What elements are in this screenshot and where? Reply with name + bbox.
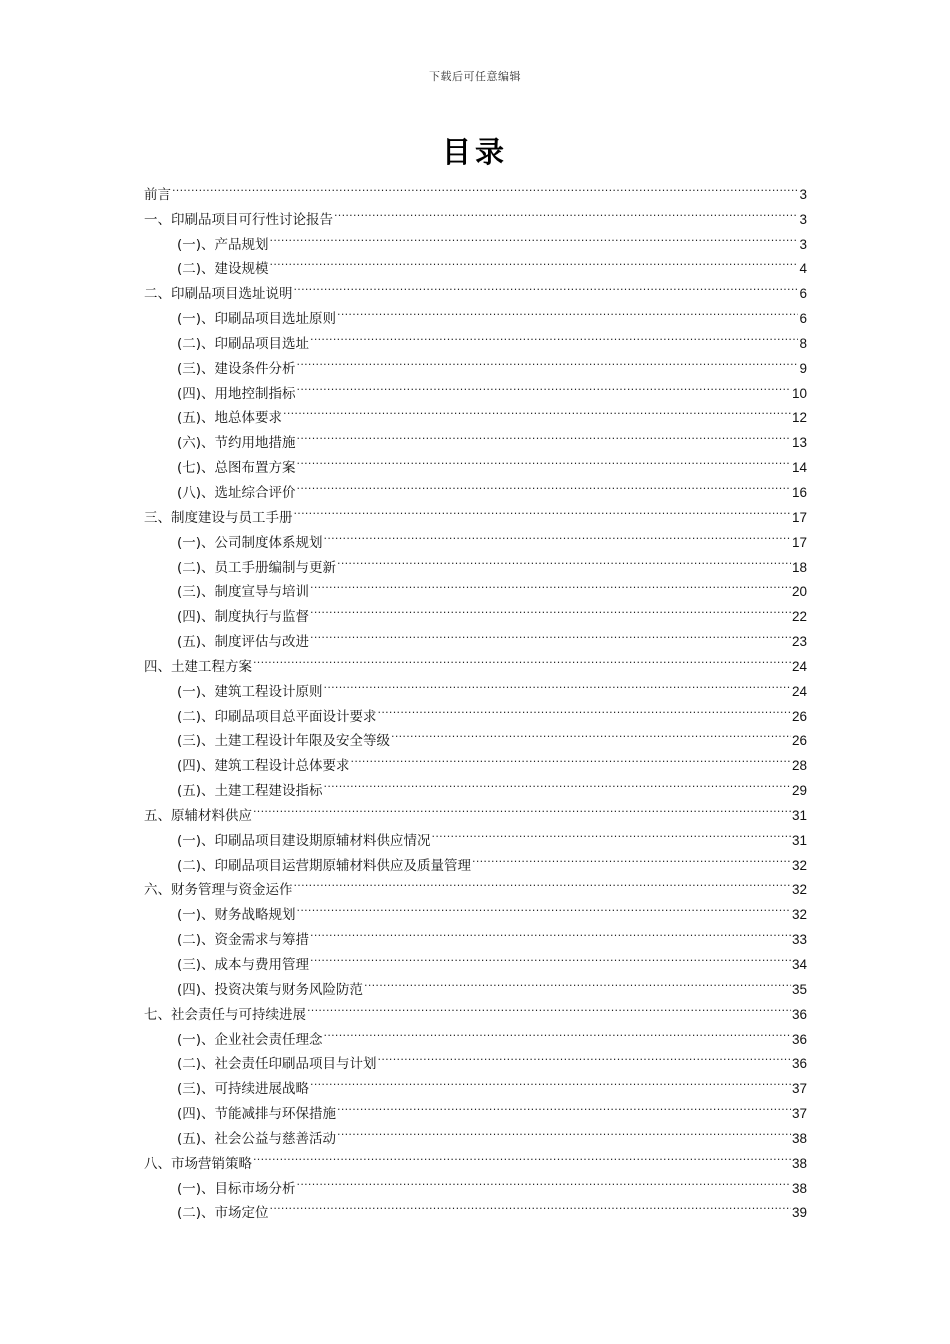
toc-dot-leader — [378, 696, 791, 721]
toc-dot-leader — [297, 348, 799, 373]
toc-entry-title: (二)、资金需求与筹措 — [177, 932, 310, 949]
toc-entry-title: (一)、印刷品项目建设期原辅材料供应情况 — [177, 832, 431, 849]
toc-entry-title: (三)、成本与费用管理 — [177, 957, 310, 973]
toc-dot-leader — [324, 522, 791, 547]
toc-entry-title: (三)、建设条件分析 — [177, 360, 296, 377]
toc-page-number: 23 — [791, 634, 807, 650]
toc-page-number: 6 — [799, 311, 807, 327]
toc-section-link[interactable] — [144, 199, 807, 228]
toc-page-number: 8 — [799, 335, 807, 351]
toc-page-number: 32 — [791, 882, 807, 898]
toc-page-number: 29 — [791, 783, 807, 799]
toc-entry-title: (二)、印刷品项目总平面设计要求 — [177, 708, 377, 725]
toc-page-number: 22 — [791, 609, 807, 625]
toc-page-number: 13 — [791, 435, 807, 451]
toc-entry-title: (三)、可持续进展战略 — [177, 1081, 310, 1098]
toc-dot-leader — [432, 820, 791, 845]
toc-entry-title: (三)、土建工程设计年限及安全等级 — [177, 733, 391, 750]
toc-dot-leader — [337, 298, 798, 323]
toc-entry-title: (四)、用地控制指标 — [177, 385, 296, 402]
toc-page-number: 38 — [791, 1180, 807, 1196]
toc-page-number: 36 — [791, 1056, 807, 1072]
toc-page-number: 14 — [791, 460, 807, 476]
toc-entry-title: (一)、印刷品项目选址原则 — [177, 311, 337, 328]
toc-entry-title: (五)、社会公益与慈善活动 — [177, 1130, 337, 1147]
toc-page-number: 24 — [791, 683, 807, 699]
toc-entry-title: (四)、节能减排与环保措施 — [177, 1106, 337, 1123]
toc-page-number: 17 — [791, 509, 807, 525]
toc-page-number: 26 — [791, 708, 807, 724]
toc-dot-leader — [351, 745, 791, 770]
toc-dot-leader — [294, 273, 799, 298]
toc-dot-leader — [253, 646, 791, 671]
toc-dot-leader — [283, 398, 791, 423]
toc-dot-leader — [297, 373, 791, 398]
toc-page-number: 34 — [791, 957, 807, 972]
toc-title: 目录 — [441, 135, 508, 169]
toc-dot-leader — [324, 1019, 791, 1044]
toc-dot-leader — [307, 994, 791, 1019]
toc-dot-leader — [391, 721, 791, 746]
toc-page-number: 38 — [791, 1130, 807, 1146]
toc-dot-leader — [297, 894, 791, 919]
toc-entry-title: (五)、制度评估与改进 — [177, 634, 310, 651]
toc-dot-leader — [364, 969, 791, 994]
toc-entry-title: 五、原辅材料供应 — [144, 807, 252, 824]
toc-entry-title: (一)、企业社会责任理念 — [177, 1031, 323, 1048]
toc-page-number: 38 — [791, 1155, 807, 1171]
toc-page-number: 31 — [791, 832, 807, 848]
toc-dot-leader — [310, 919, 791, 944]
toc-dot-leader — [324, 770, 791, 795]
toc-section-link[interactable] — [144, 174, 807, 203]
toc-dot-leader — [337, 547, 791, 572]
toc-dot-leader — [297, 1168, 791, 1193]
toc-entry-title: 八、市场营销策略 — [144, 1155, 252, 1172]
toc-page-number: 36 — [791, 1006, 807, 1022]
toc-entry-title: (八)、选址综合评价 — [177, 484, 296, 501]
toc-entry-title: (一)、建筑工程设计原则 — [177, 683, 323, 700]
toc-dot-leader — [253, 1143, 791, 1168]
toc-entry-title: (七)、总图布置方案 — [177, 460, 296, 477]
toc-dot-leader — [337, 1093, 791, 1118]
toc-dot-leader — [270, 224, 799, 249]
toc-page-number: 24 — [791, 658, 807, 674]
table-of-contents — [144, 174, 807, 1222]
toc-entry-title: (一)、财务战略规划 — [177, 907, 296, 924]
toc-page-number: 33 — [791, 932, 807, 948]
toc-entry-title: (五)、地总体要求 — [177, 410, 283, 427]
toc-entry-title: (四)、投资决策与财务风险防范 — [177, 981, 364, 998]
toc-page-number: 16 — [791, 484, 807, 500]
toc-entry-title: 前言 — [144, 186, 171, 203]
toc-entry-title: (二)、社会责任印刷品项目与计划 — [177, 1056, 377, 1073]
toc-entry-title: (三)、制度宣导与培训 — [177, 584, 310, 601]
toc-entry-title: (一)、公司制度体系规划 — [177, 534, 323, 551]
toc-dot-leader — [270, 249, 799, 274]
toc-page-number: 39 — [791, 1205, 807, 1221]
toc-page-number: 37 — [791, 1106, 807, 1122]
toc-page-number: 31 — [791, 807, 807, 823]
toc-dot-leader — [172, 174, 798, 199]
toc-dot-leader — [310, 572, 791, 597]
toc-entry-title: 三、制度建设与员工手册 — [144, 509, 293, 526]
toc-page-number: 9 — [799, 360, 807, 376]
toc-dot-leader — [270, 1193, 791, 1218]
toc-entry-title: (二)、印刷品项目运营期原辅材料供应及质量管理 — [177, 857, 472, 874]
toc-entry-title: (一)、产品规划 — [177, 236, 269, 253]
toc-page-number: 32 — [791, 857, 807, 873]
toc-page-number: 28 — [791, 758, 807, 774]
toc-page-number: 3 — [799, 186, 807, 202]
toc-entry-title: (一)、目标市场分析 — [177, 1180, 296, 1197]
toc-entry-title: (二)、员工手册编制与更新 — [177, 559, 337, 576]
toc-page-number: 26 — [791, 733, 807, 749]
toc-entry-title: (六)、节约用地措施 — [177, 435, 296, 452]
toc-page-number: 17 — [791, 534, 807, 550]
toc-dot-leader — [297, 472, 791, 497]
toc-dot-leader — [310, 1068, 791, 1093]
toc-entry-title: (五)、土建工程建设指标 — [177, 783, 323, 800]
toc-dot-leader — [310, 323, 798, 348]
toc-dot-leader — [472, 845, 791, 870]
toc-entry-title: (二)、建设规模 — [177, 261, 269, 278]
toc-page-number: 20 — [791, 584, 807, 600]
toc-dot-leader — [253, 795, 791, 820]
toc-entry-title: 四、土建工程方案 — [144, 658, 252, 675]
toc-dot-leader — [294, 870, 791, 895]
toc-entry-title: 七、社会责任与可持续进展 — [144, 1006, 306, 1023]
page-header-note: 下载后可任意编辑 — [429, 70, 521, 83]
toc-entry-title: (四)、制度执行与监督 — [177, 609, 310, 626]
toc-entry-title: 二、印刷品项目选址说明 — [144, 286, 293, 303]
toc-dot-leader — [324, 671, 791, 696]
toc-entry-title: (四)、建筑工程设计总体要求 — [177, 758, 350, 775]
toc-page-number: 3 — [799, 211, 807, 227]
toc-page-number: 37 — [791, 1081, 807, 1097]
toc-page-number: 32 — [791, 907, 807, 923]
toc-dot-leader — [297, 447, 791, 472]
toc-dot-leader — [310, 621, 791, 646]
toc-dot-leader — [334, 199, 798, 224]
toc-entry-title: (二)、印刷品项目选址 — [177, 335, 310, 352]
toc-dot-leader — [297, 422, 791, 447]
toc-page-number: 35 — [791, 981, 807, 997]
toc-dot-leader — [337, 1118, 791, 1143]
toc-entry-title: 一、印刷品项目可行性讨论报告 — [144, 211, 333, 228]
toc-page-number: 4 — [799, 261, 807, 277]
toc-page-number: 10 — [791, 385, 807, 401]
toc-entry-title: 六、财务管理与资金运作 — [144, 882, 293, 899]
toc-dot-leader — [378, 1044, 791, 1069]
toc-dot-leader — [310, 944, 791, 969]
toc-dot-leader — [310, 596, 791, 621]
toc-dot-leader — [294, 497, 791, 522]
toc-page-number: 36 — [791, 1031, 807, 1047]
toc-page-number: 12 — [791, 410, 807, 426]
toc-page-number: 18 — [791, 559, 807, 575]
toc-entry-title: (二)、市场定位 — [177, 1205, 269, 1222]
toc-page-number: 3 — [799, 236, 807, 252]
toc-page-number: 6 — [799, 286, 807, 302]
